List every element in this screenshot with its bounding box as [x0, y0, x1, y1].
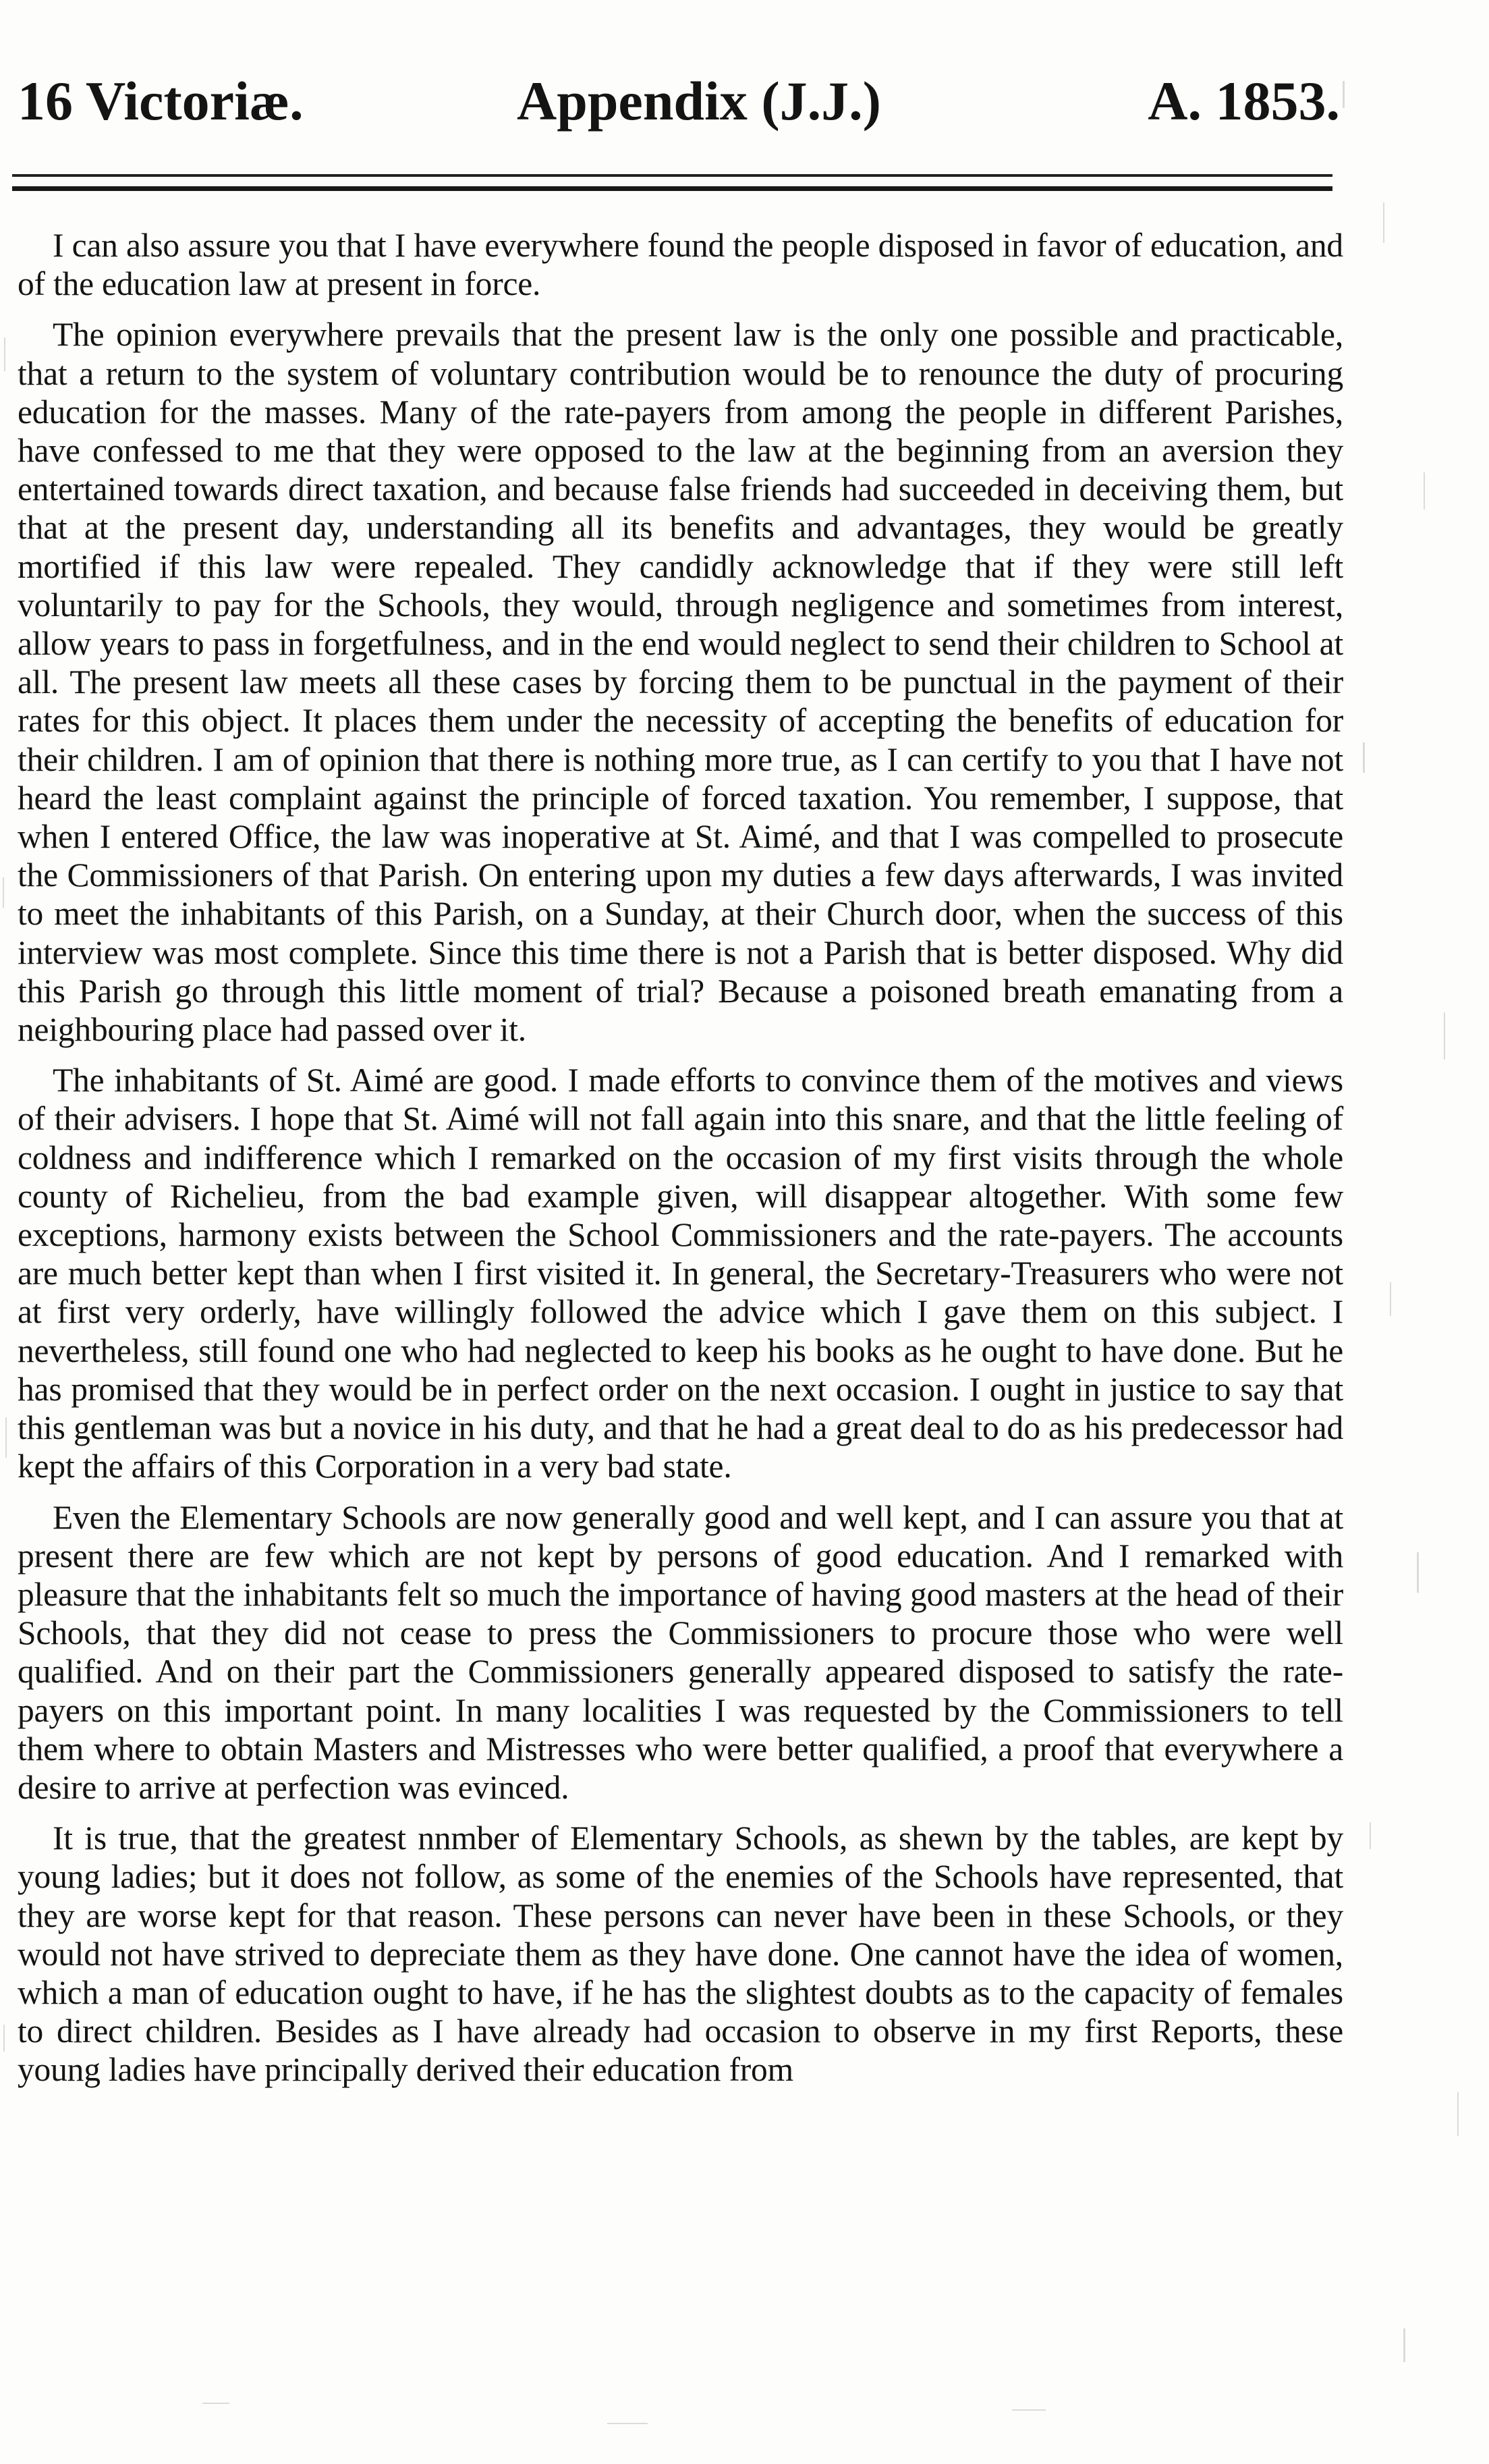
page-header: [18, 64, 1340, 138]
paragraph: The inhabitants of St. Aimé are good. I made efforts to convince them of the motives and views of their advisers. I hope that St. Aimé will not fall again into this snare, and that the little feeling of coldness and indifference which I remarked on the occasion of my first visits through the whole county of Richelieu, from the bad example given, will disappear altogether. With some few exceptions, harmony exists between the School Commissioners and the rate-payers. The accounts are much better kept than when I first visited it. In general, the Secretary-Treasurers who were not at first very orderly, have willingly followed the advice which I gave them on this subject. I nevertheless, still found one who had neglected to keep his books as he ought to have done. But he has promised that they would be in perfect order on the next occasion. I ought in justice to say that this gentleman was but a novice in his duty, and that he had a great deal to do as his predecessor had kept the affairs of this Corporation in a very bad state.: [18, 1062, 1343, 1485]
body-text: [18, 226, 1343, 2102]
header-rule-thin: [12, 174, 1332, 177]
paragraph: I can also assure you that I have everywhere found the people disposed in favor of education, and of the education law at present in force.: [18, 227, 1343, 303]
header-year: A. 1853.: [1148, 70, 1340, 132]
header-appendix: Appendix (J.J.): [517, 70, 881, 132]
header-rule-thick: [12, 186, 1332, 191]
header-session: 16 Victoriæ.: [18, 70, 304, 132]
paragraph: The opinion everywhere prevails that the present law is the only one possible and practicable, that a return to the system of voluntary contribution would be to renounce the duty of procuring education for the masses. Many of the rate-payers from among the people in different Parishes, have confessed to me that they were opposed to the law at the beginning from an aversion they entertained towards direct taxation, and because false friends had succeeded in deceiving them, but that at the present day, understanding all its benefits and advantages, they would be greatly mortified if this law were repealed. They candidly acknowledge that if they were still left voluntarily to pay for the Schools, they would, through negligence and sometimes from interest, allow years to pass in forgetfulness, and in the end would neglect to send their children to School at all. The present law meets all these cases by forcing them to be punctual in the payment of their rates for this object. It places them under the necessity of accepting the benefits of education for their children. I am of opinion that there is nothing more true, as I can certify to you that I have not heard the least complaint against the principle of forced taxation. You remember, I suppose, that when I entered Office, the law was inoperative at St. Aimé, and that I was compelled to prosecute the Commissioners of that Parish. On entering upon my duties a few days afterwards, I was invited to meet the inhabitants of this Parish, on a Sunday, at their Church door, when the success of this interview was most complete. Since this time there is not a Parish that is better disposed. Why did this Parish go through this little moment of trial? Because a poisoned breath emanating from a neighbouring place had passed over it.: [18, 316, 1343, 1049]
paragraph: Even the Elementary Schools are now generally good and well kept, and I can assure you that at present there are few which are not kept by persons of good education. And I remarked with pleasure that the inhabitants felt so much the importance of having good masters at the head of their Schools, that they did not cease to press the Commissioners to procure those who were well qualified. And on their part the Commissioners generally appeared disposed to satisfy the rate-payers on this important point. In many localities I was requested by the Commissioners to tell them where to obtain Masters and Mistresses who were better qualified, a proof that everywhere a desire to arrive at perfection was evinced.: [18, 1498, 1343, 1806]
paragraph: It is true, that the greatest nnmber of Elementary Schools, as shewn by the tables, are kept by young ladies; but it does not follow, as some of the enemies of the Schools have represented, that they are worse kept for that reason. These persons can never have been in these Schools, or they would not have strived to depreciate them as they have done. One cannot have the idea of women, which a man of education ought to have, if he has the slightest doubts as to the capacity of females to direct children. Besides as I have already had occasion to observe in my first Reports, these young ladies have principally derived their education from: [18, 1819, 1343, 2089]
